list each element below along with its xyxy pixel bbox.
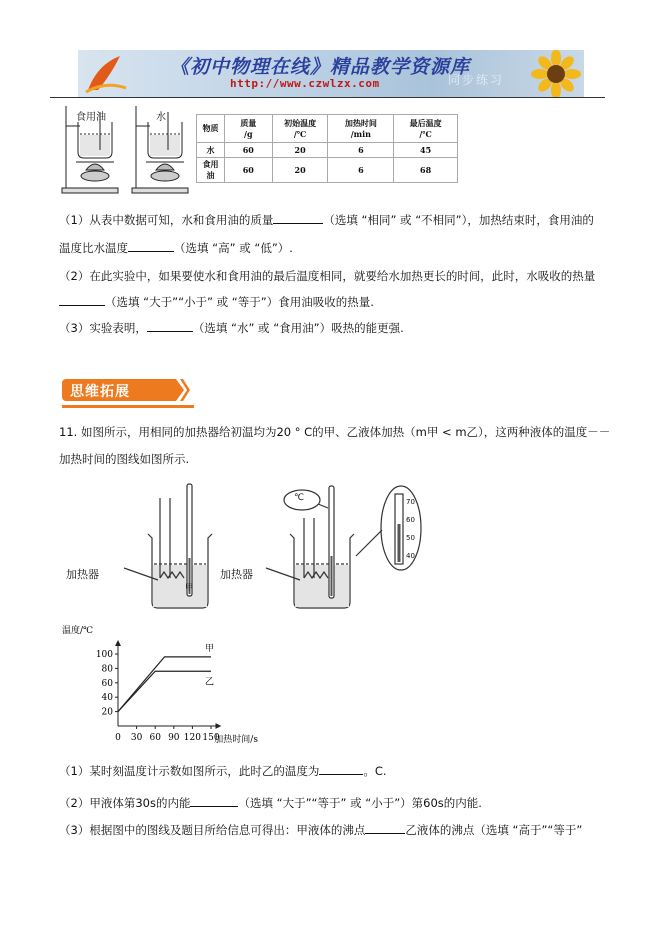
table-header-cell: 加热时间 /min bbox=[328, 115, 394, 143]
y-tick-label: 80 bbox=[101, 664, 113, 675]
section-underline bbox=[62, 405, 194, 408]
x-tick-label: 60 bbox=[149, 733, 161, 743]
p11-question-1: （1）某时刻温度计示数如图所示，此时乙的温度为 。C. bbox=[59, 764, 387, 778]
celsius-bubble-label: ℃ bbox=[294, 493, 305, 503]
question-3: （3）实验表明， （选填 “水” 或 “食用油”）吸热的能更强. bbox=[59, 321, 404, 335]
sunflower-icon bbox=[526, 50, 582, 98]
table-cell: 6 bbox=[328, 143, 394, 158]
answer-blank[interactable] bbox=[190, 795, 238, 807]
heater-label-right: 加热器 bbox=[220, 568, 253, 581]
header-divider bbox=[50, 97, 605, 98]
p11-question-3: （3）根据图中的图线及题目所给信息可得出：甲液体的沸点 乙液体的沸点（选填 “高于”“等于” bbox=[59, 823, 583, 837]
answer-blank[interactable] bbox=[273, 212, 323, 224]
section-arrow-icon bbox=[170, 379, 190, 403]
graph-svg bbox=[60, 620, 300, 746]
series-label: 乙 bbox=[205, 677, 215, 688]
liquid-jia-label: 甲 bbox=[185, 583, 193, 592]
question-1-line-1: （1）从表中数据可知，水和食用油的质量 （选填 “相同” 或 “不相同”），加热结束时，食用油的 bbox=[59, 213, 594, 227]
p11-question-2: （2）甲液体第30s的内能 （选填 “大于”“等于” 或 “小于”）第60s的内能. bbox=[59, 796, 482, 810]
series-label: 甲 bbox=[205, 643, 215, 654]
y-tick-label: 20 bbox=[101, 707, 113, 718]
y-tick-label: 40 bbox=[101, 693, 113, 704]
question-1-line-2: 温度比水温度 （选填 “高” 或 “低”）. bbox=[59, 241, 293, 255]
x-tick-label: 150 bbox=[202, 733, 220, 743]
thermo-tick-60: 60 bbox=[406, 516, 415, 524]
x-tick-label: 90 bbox=[168, 733, 180, 743]
table-row bbox=[197, 143, 458, 158]
x-tick-label: 30 bbox=[130, 733, 143, 743]
table-cell: 60 bbox=[224, 158, 272, 183]
problem-11-line-2: 加热时间的图线如图所示. bbox=[59, 452, 190, 466]
table-cell: 45 bbox=[394, 143, 458, 158]
x-axis-label: 加热时间/s bbox=[214, 735, 258, 745]
answer-blank[interactable] bbox=[59, 294, 105, 306]
table-header-row bbox=[197, 115, 458, 143]
oil-label: 食用油 bbox=[76, 112, 106, 123]
problem-11-line-1: 11. 如图所示，用相同的加热器给初温均为20 ° C的甲、乙液体加热（m甲 < m乙），这两种液体的温度－－ bbox=[59, 425, 611, 439]
answer-blank[interactable] bbox=[319, 763, 363, 775]
table-header-cell: 最后温度 /℃ bbox=[394, 115, 458, 143]
beaker-drawing bbox=[60, 478, 440, 616]
table-cell: 60 bbox=[224, 143, 272, 158]
heater-label-left: 加热器 bbox=[66, 568, 99, 581]
question-2-line-1: （2）在此实验中，如果要使水和食用油的最后温度相同，就要给水加热更长的时间，此时，水吸收的热量 bbox=[59, 269, 596, 283]
answer-blank[interactable] bbox=[365, 822, 405, 834]
thermo-tick-50: 50 bbox=[406, 534, 415, 542]
table-cell: 20 bbox=[272, 158, 328, 183]
series-line-jia bbox=[118, 657, 211, 712]
table-cell: 20 bbox=[272, 143, 328, 158]
banner-subtitle: 同步练习 bbox=[448, 73, 505, 87]
table-cell: 食用 油 bbox=[197, 158, 225, 183]
table-header-cell: 物质 bbox=[197, 115, 225, 143]
y-tick-label: 60 bbox=[101, 678, 113, 689]
banner-title: 《初中物理在线》精品教学资源库 bbox=[170, 56, 471, 78]
table-header-cell: 初始温度 /℃ bbox=[272, 115, 328, 143]
y-axis-label: 温度/℃ bbox=[62, 626, 94, 636]
question-2-line-2: （选填 “大于”“小于” 或 “等于”）食用油吸收的热量. bbox=[59, 294, 374, 310]
table-header-cell: 质量 /g bbox=[224, 115, 272, 143]
heating-apparatus-figure bbox=[60, 104, 192, 196]
x-tick-label: 120 bbox=[183, 733, 201, 743]
section-title: 思维拓展 bbox=[70, 384, 130, 400]
thermo-tick-70: 70 bbox=[406, 498, 415, 506]
answer-blank[interactable] bbox=[128, 240, 174, 252]
y-tick-label: 100 bbox=[95, 650, 113, 660]
table-cell: 6 bbox=[328, 158, 394, 183]
site-logo-icon bbox=[84, 54, 128, 94]
answer-blank[interactable] bbox=[147, 320, 193, 332]
section-header bbox=[62, 379, 192, 405]
temperature-time-graph bbox=[60, 620, 300, 746]
table-cell: 水 bbox=[197, 143, 225, 158]
water-label: 水 bbox=[156, 112, 166, 123]
banner-url: http://www.czwlzx.com bbox=[230, 77, 380, 90]
table-cell: 68 bbox=[394, 158, 458, 183]
header-banner bbox=[78, 50, 584, 98]
x-tick-label: 0 bbox=[115, 733, 121, 743]
thermo-tick-40: 40 bbox=[406, 552, 415, 560]
series-line-yi bbox=[118, 671, 211, 711]
beaker-figure bbox=[60, 478, 440, 616]
experiment-data-table bbox=[196, 114, 458, 183]
table-row bbox=[197, 158, 458, 183]
